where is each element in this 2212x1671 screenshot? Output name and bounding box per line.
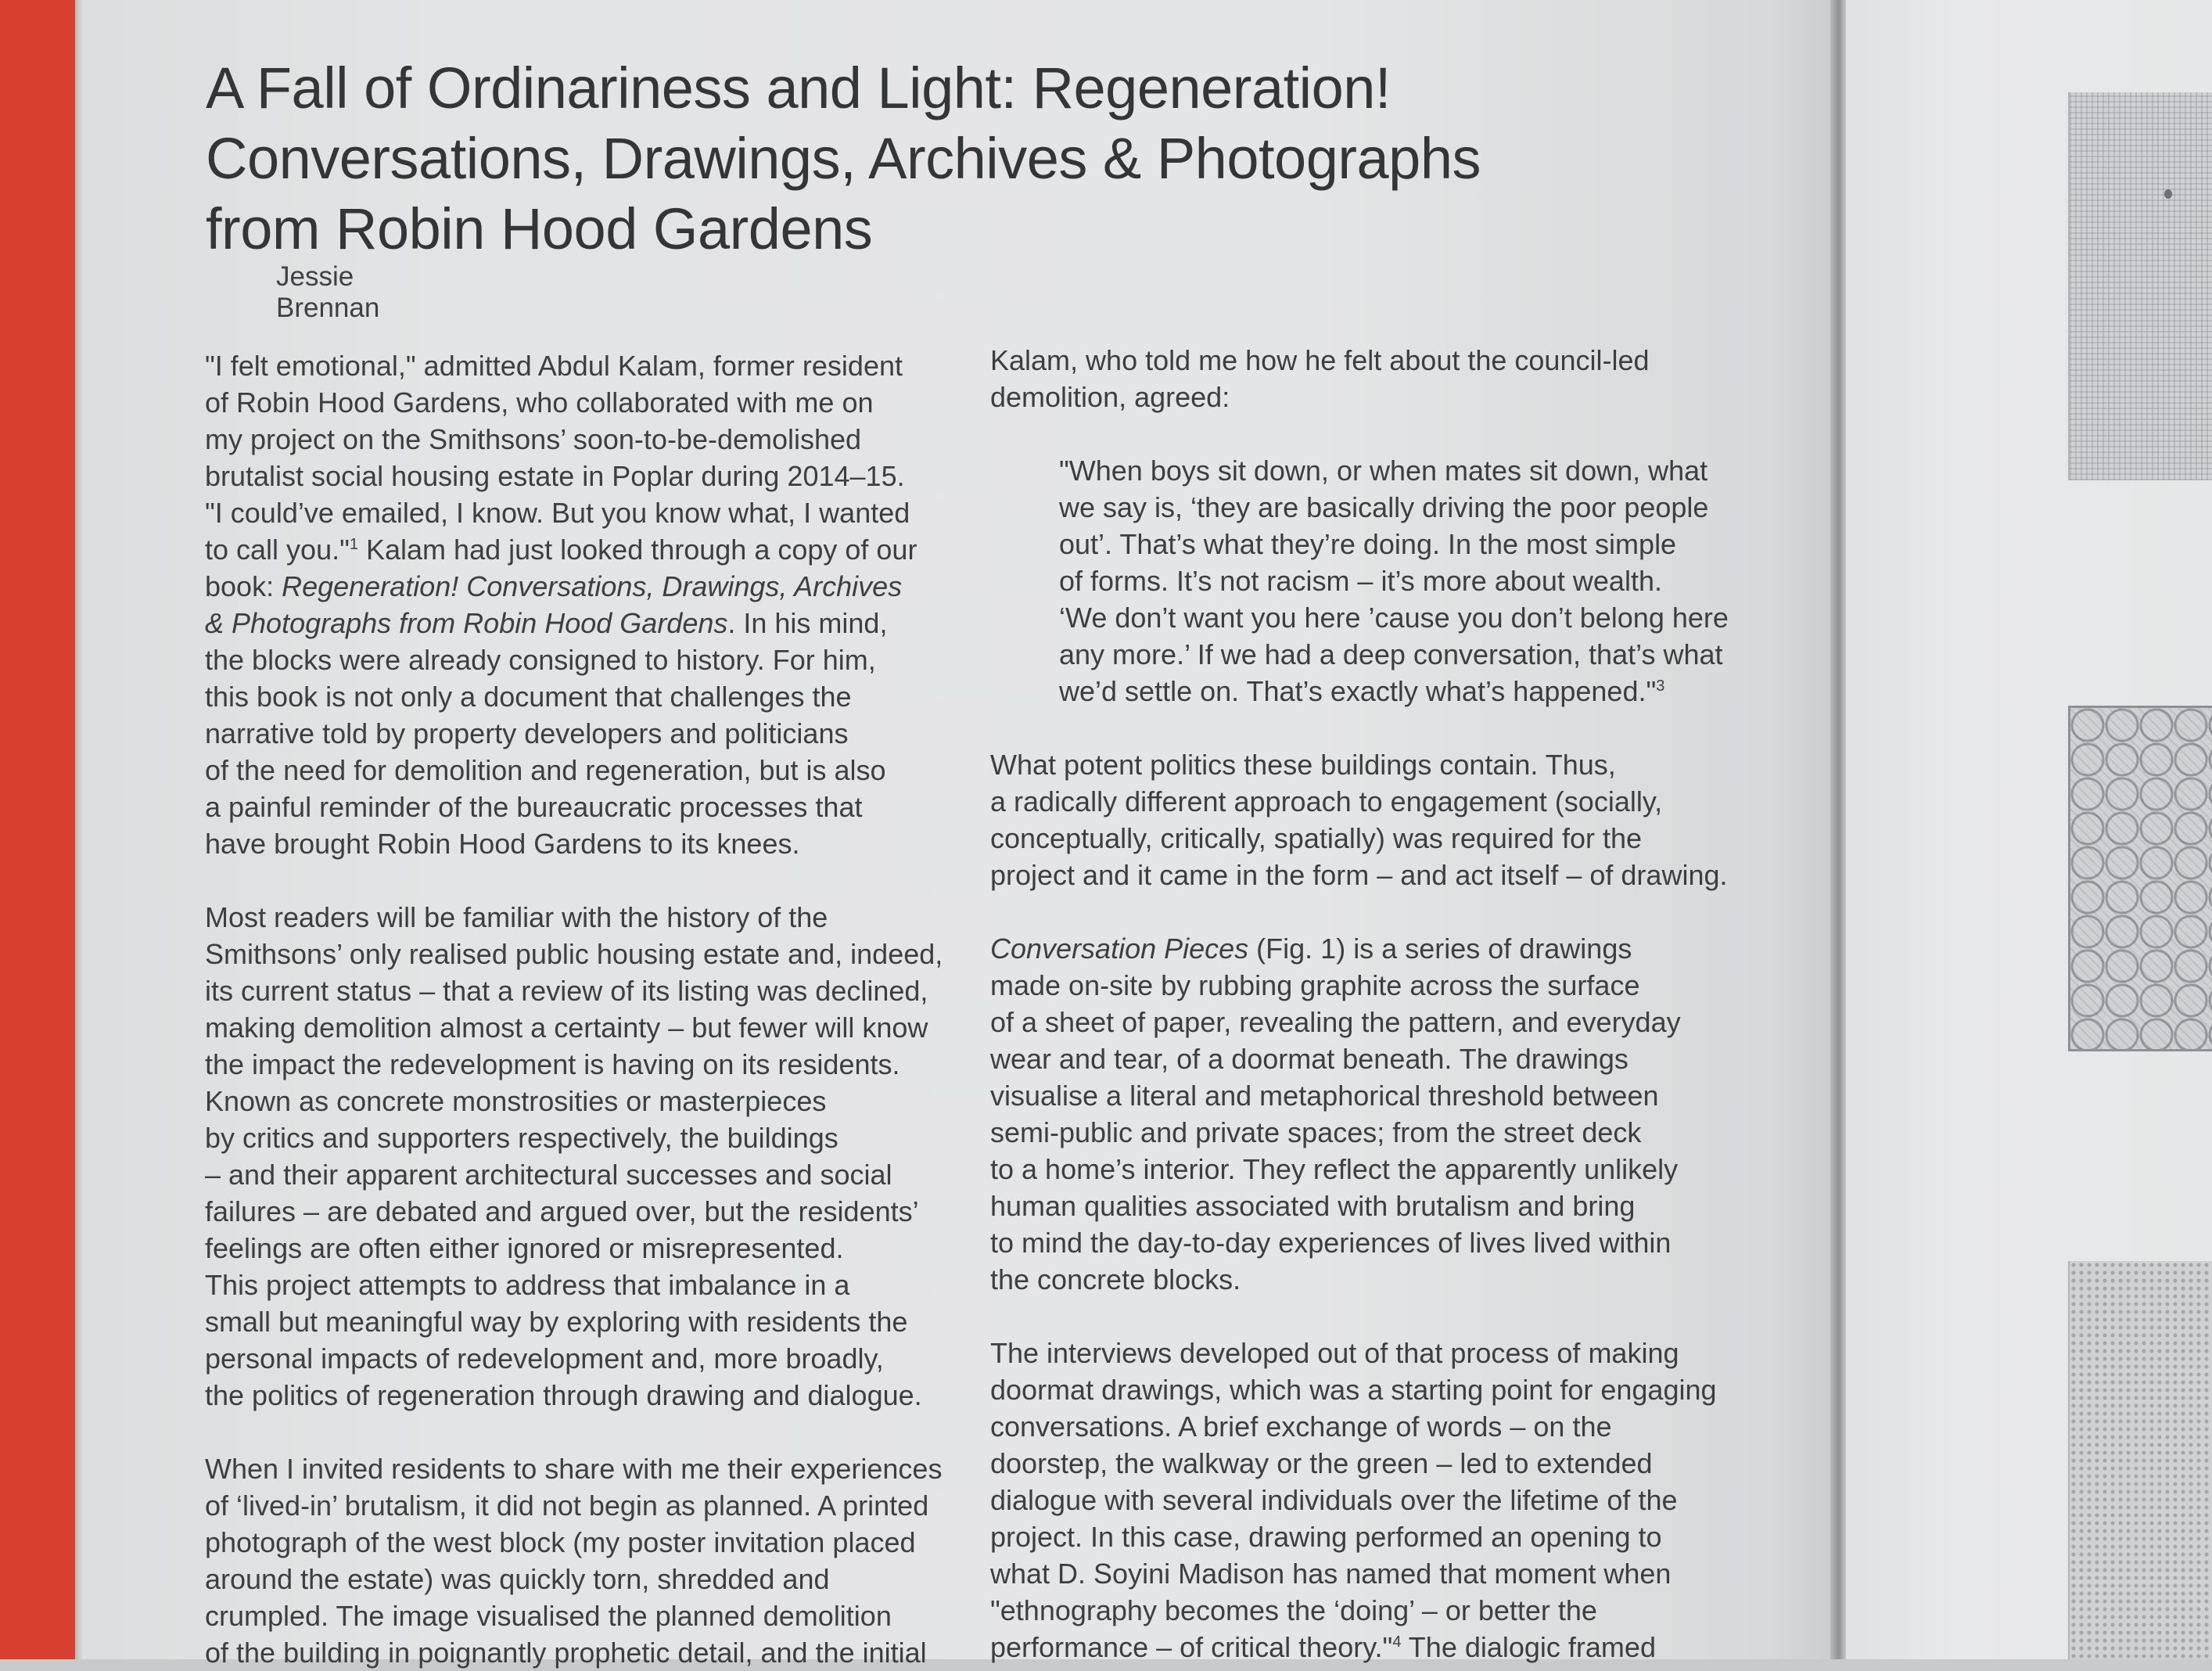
paragraph-intro xyxy=(205,347,979,862)
paragraph-text: (Fig. 1) is a series of drawings made on-site by rubbing graphite across the surface of a sheet of paper, revealing the pattern, and everyday wear and tear, of a doormat beneath. The drawings visualise a literal and metaphorical threshold between semi-public and private spaces; from the street deck to a home’s interior. They reflect the apparently unlikely human qualities associated with brutalism and bring to mind the day-to-day experiences of lives lived within the concrete blocks. xyxy=(990,933,1681,1295)
paragraph-politics: What potent politics these buildings contain. Thus, a radically different approach to engagement (socially, conceptually, critically, spatially) was required for the project and it came in the form – and act itself – of drawing. xyxy=(990,749,1728,891)
paragraph-invitation: When I invited residents to share with me their experiences of ‘lived-in’ brutalism, it did not begin as planned. A printed photograph of the west block (my poster invitation placed around the estate) was quickly torn, shredded and crumpled. The image visualised the planned demolition of the building in poignantly prophetic detail, and the initial xyxy=(205,1453,943,1669)
paragraph-conversation-pieces xyxy=(990,930,1765,1298)
paragraph-history: Most readers will be familiar with the history of the Smithsons’ only realised public housing estate and, indeed, its current status – that a review of its listing was declined, making demolition almost a certainty – but fewer will know the impact the redevelopment is having on its residents. Known as concrete monstrosities or masterpieces by critics and supporters respectively, the buildings – and their apparent architectural successes and social failures – are debated and argued over, but the residents’ feelings are often either ignored or misrepresented. This project attempts to address that imbalance in a small but meaningful way by exploring with residents the personal impacts of redevelopment and, more broadly, the politics of regeneration through drawing and dialogue. xyxy=(205,901,943,1411)
paragraph-text: . In his mind, the blocks were already consigned to history. For him, this book is not only a document that challenges the narrative told by property developers and politicians of the need for demolition and regeneration, but is also a painful reminder of the bureaucratic processes that have brought Robin Hood Gardens to its knees. xyxy=(205,607,888,860)
book-spine xyxy=(1830,0,1848,1659)
article-title: A Fall of Ordinariness and Light: Regeneration! Conversations, Drawings, Archives & Photographs from Robin Hood Gardens xyxy=(206,56,1481,261)
quote-text: "When boys sit down, or when mates sit down, what we say is, ‘they are basically driving the poor people out’. That’s what they’re doing. In the most simple of forms. It’s not racism – it’s more about wealth. ‘We don’t want you here ’cause you don’t belong here any more.’ If we had a deep conversation, that’s what we’d settle on. That’s exactly what’s happened." xyxy=(1059,455,1729,707)
right-column xyxy=(990,342,1765,1666)
doormat-drawing-image xyxy=(2068,1261,2212,1659)
right-page xyxy=(1846,0,2212,1659)
drawing-mark xyxy=(2164,189,2172,199)
doormat-drawing-image xyxy=(2068,92,2212,480)
left-column xyxy=(205,347,979,1671)
footnote-marker: 1 xyxy=(349,536,358,553)
paragraph-interviews xyxy=(990,1335,1765,1666)
doormat-drawing-image xyxy=(2068,706,2212,1051)
paragraph-text: "I felt emotional," admitted Abdul Kalam, former resident of Robin Hood Gardens, who collaborated with me on my project on the Smithsons’ soon-to-be-demolished brutalist social housing estate in Poplar during 2014–15. "I could’ve emailed, I know. But you know what, I wanted to call you." xyxy=(205,350,910,566)
footnote-marker: 3 xyxy=(1656,677,1665,695)
work-title: Conversation Pieces xyxy=(990,933,1249,965)
article-author: Jessie Brennan xyxy=(276,261,380,323)
block-quote xyxy=(1059,452,1765,710)
book-title: Regeneration! Conversations, Drawings, Archives & Photographs from Robin Hood Gardens xyxy=(205,570,903,639)
paragraph-text: The interviews developed out of that process of making doormat drawings, which was a starting point for engaging conversations. A brief exchange of words – on the doorstep, the walkway or the green – led to extended dialogue with several individuals over the lifetime of the project. In this case, drawing performed an opening to what D. Soyini Madison has named that moment when "ethnography becomes the ‘doing’ – or better the performance – of critical theory." xyxy=(990,1337,1717,1663)
red-book-cover xyxy=(0,0,81,1659)
footnote-marker: 4 xyxy=(1392,1633,1402,1651)
paragraph-text: The dialogic framed xyxy=(1401,1631,1656,1663)
paragraph-kalam: Kalam, who told me how he felt about the council-led demolition, agreed: xyxy=(990,344,1650,413)
paragraph-text: Kalam had just looked through a copy of our book: xyxy=(205,534,917,602)
